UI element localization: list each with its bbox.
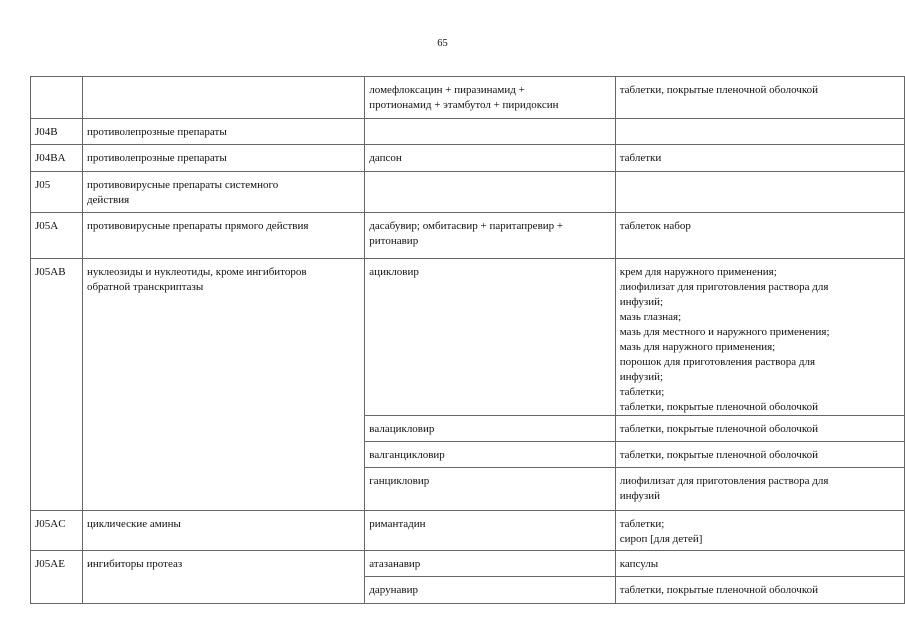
- group-name-cell: противолепрозные препараты: [82, 145, 364, 172]
- drug-name-cell: [365, 119, 615, 145]
- dosage-form-cell: таблетки, покрытые пленочной оболочкой: [615, 77, 904, 119]
- dosage-form-cell: таблетки: [615, 145, 904, 172]
- page-number: 65: [437, 38, 448, 49]
- dosage-form-cell: [615, 119, 904, 145]
- group-name-cell: ингибиторы протеаз: [82, 551, 364, 604]
- group-name-cell: [82, 77, 364, 119]
- drug-name-cell: дапсон: [365, 145, 615, 172]
- dosage-form-cell: таблеток набор: [615, 213, 904, 259]
- drug-table: [30, 76, 905, 604]
- atc-code-cell: J04BA: [31, 145, 83, 172]
- table-row: [31, 145, 905, 172]
- table-row: [31, 77, 905, 119]
- dosage-form-cell: таблетки, покрытые пленочной оболочкой: [615, 416, 904, 442]
- drug-name-cell: валацикловир: [365, 416, 615, 442]
- dosage-form-cell: [615, 172, 904, 213]
- drug-name-cell: ацикловир: [365, 259, 615, 416]
- atc-code-cell: [31, 77, 83, 119]
- drug-name-cell: ганцикловир: [365, 468, 615, 511]
- table-row: [31, 172, 905, 213]
- group-name-cell: нуклеозиды и нуклеотиды, кроме ингибиторов обратной транскриптазы: [82, 259, 364, 511]
- dosage-form-cell: капсулы: [615, 551, 904, 577]
- drug-name-cell: дасабувир; омбитасвир + паритапревир + ритонавир: [365, 213, 615, 259]
- drug-name-cell: атазанавир: [365, 551, 615, 577]
- group-name-cell: противовирусные препараты прямого действия: [82, 213, 364, 259]
- drug-name-cell: дарунавир: [365, 577, 615, 604]
- atc-code-cell: J05: [31, 172, 83, 213]
- dosage-form-cell: таблетки, покрытые пленочной оболочкой: [615, 442, 904, 468]
- drug-name-cell: ломефлоксацин + пиразинамид + протионамид + этамбутол + пиридоксин: [365, 77, 615, 119]
- drug-name-cell: [365, 172, 615, 213]
- group-name-cell: противолепрозные препараты: [82, 119, 364, 145]
- table-row: [31, 259, 905, 416]
- table-row: [31, 551, 905, 577]
- drug-name-cell: валганцикловир: [365, 442, 615, 468]
- atc-code-cell: J05A: [31, 213, 83, 259]
- table-row: [31, 511, 905, 551]
- group-name-cell: циклические амины: [82, 511, 364, 551]
- atc-code-cell: J05AC: [31, 511, 83, 551]
- dosage-form-cell: таблетки, покрытые пленочной оболочкой: [615, 577, 904, 604]
- atc-code-cell: J05AB: [31, 259, 83, 511]
- table-row: [31, 119, 905, 145]
- atc-code-cell: J04B: [31, 119, 83, 145]
- table-row: [31, 213, 905, 259]
- dosage-form-cell: лиофилизат для приготовления раствора для инфузий: [615, 468, 904, 511]
- drug-name-cell: римантадин: [365, 511, 615, 551]
- group-name-cell: противовирусные препараты системного действия: [82, 172, 364, 213]
- dosage-form-cell: крем для наружного применения; лиофилизат для приготовления раствора для инфузий; мазь глазная; мазь для местного и наружного применения; мазь для наружного применения; порошок для приготовления раствора для инфузий; таблетки; таблетки, покрытые пленочной оболочкой: [615, 259, 904, 416]
- atc-code-cell: J05AE: [31, 551, 83, 604]
- dosage-form-cell: таблетки; сироп [для детей]: [615, 511, 904, 551]
